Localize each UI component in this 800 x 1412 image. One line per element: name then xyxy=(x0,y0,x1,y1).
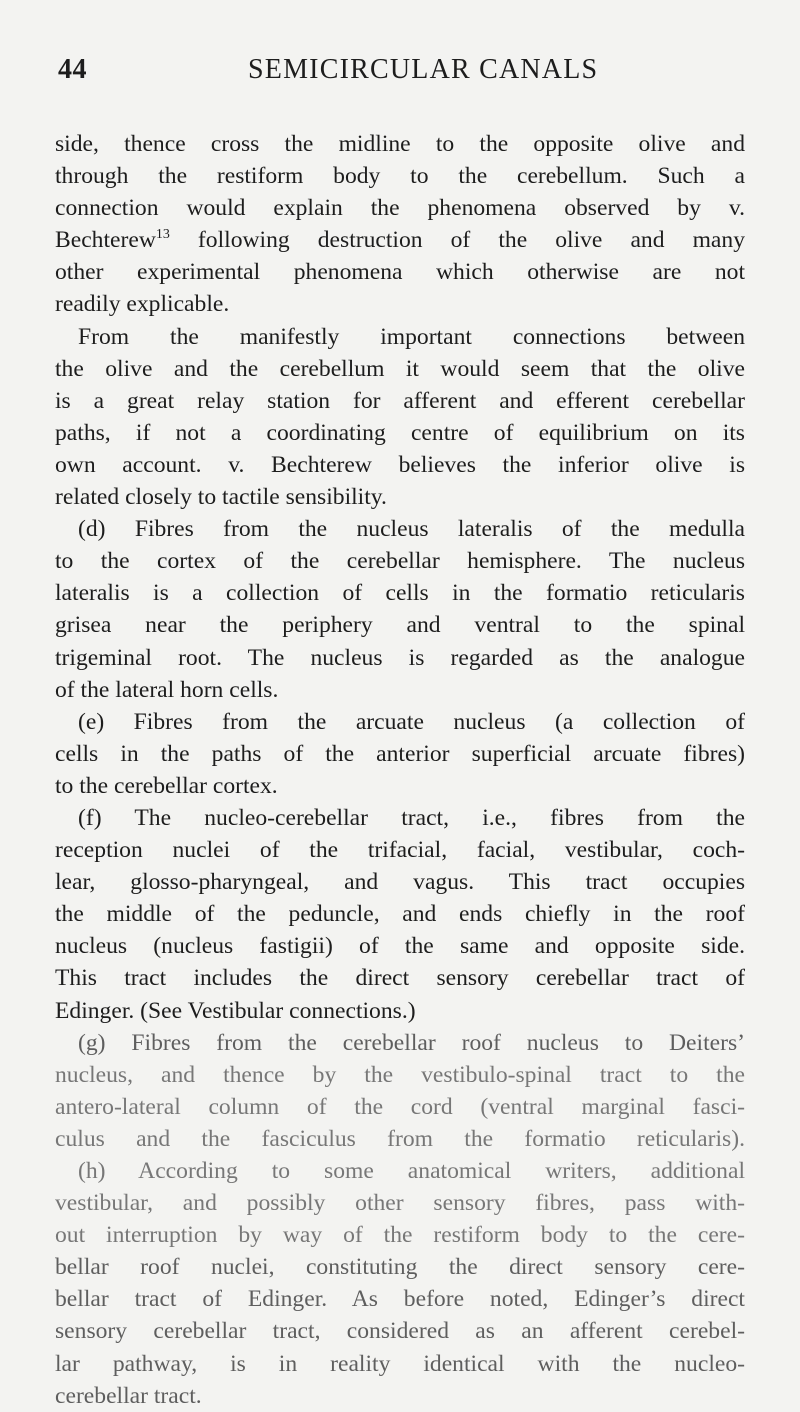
line-text: nucleus (nucleus fastigii) of the same and opposite side. xyxy=(55,933,745,960)
line-text: grisea near the periphery and ventral to the spinal xyxy=(55,612,745,639)
text-line xyxy=(55,1027,745,1059)
text-line xyxy=(55,288,745,320)
text-line xyxy=(55,1123,745,1155)
line-text: the middle of the peduncle, and ends chiefly in the roof xyxy=(55,901,745,928)
line-text: This tract includes the direct sensory cerebellar tract of xyxy=(55,965,745,992)
line-text: to the cerebellar cortex. xyxy=(55,772,278,799)
text-line xyxy=(55,1219,745,1251)
text-line xyxy=(55,224,745,256)
text-line xyxy=(55,1380,745,1412)
line-text: Edinger. (See Vestibular connections.) xyxy=(55,997,416,1024)
text-line xyxy=(55,353,745,385)
text-line xyxy=(55,995,745,1027)
line-text: culus and the fasciculus from the formatio reticularis). xyxy=(55,1125,745,1152)
text-line xyxy=(55,802,745,834)
running-head xyxy=(58,54,748,94)
line-text: vestibular, and possibly other sensory fibres, pass with- xyxy=(55,1190,745,1217)
line-text: readily explicable. xyxy=(55,291,230,318)
line-text: lateralis is a collection of cells in the formatio reticularis xyxy=(55,580,745,607)
text-line xyxy=(55,385,745,417)
line-text: cells in the paths of the anterior superficial arcuate fibres) xyxy=(55,740,745,767)
line-text: out interruption by way of the restiform body to the cere- xyxy=(55,1222,745,1249)
line-text: lar pathway, is in reality identical with the nucleo- xyxy=(55,1350,745,1377)
text-line xyxy=(55,1187,745,1219)
line-text: of the lateral horn cells. xyxy=(55,676,279,703)
line-text: reception nuclei of the trifacial, facial, vestibular, coch- xyxy=(55,837,745,864)
line-text: (d) Fibres from the nucleus lateralis of the medulla xyxy=(78,516,745,543)
text-line xyxy=(55,321,745,353)
text-line xyxy=(55,834,745,866)
line-text: From the manifestly important connections between xyxy=(78,323,745,350)
text-line xyxy=(55,642,745,674)
line-text: bellar tract of Edinger. As before noted, Edinger’s direct xyxy=(55,1286,745,1313)
line-text: trigeminal root. The nucleus is regarded as the analogue xyxy=(55,644,745,671)
text-line xyxy=(55,1059,745,1091)
line-text: cerebellar tract. xyxy=(55,1382,202,1409)
text-line xyxy=(55,674,745,706)
line-text: to the cortex of the cerebellar hemisphere. The nucleus xyxy=(55,548,745,575)
text-line xyxy=(55,1155,745,1187)
text-line xyxy=(55,417,745,449)
line-text: other experimental phenomena which otherwise are not xyxy=(55,259,745,286)
footnote-reference: 13 xyxy=(155,227,170,243)
text-line xyxy=(55,898,745,930)
text-line xyxy=(55,545,745,577)
line-text: the olive and the cerebellum it would seem that the olive xyxy=(55,355,745,382)
text-line xyxy=(55,770,745,802)
line-text: lear, glosso-pharyngeal, and vagus. This tract occupies xyxy=(55,869,745,896)
text-line xyxy=(55,256,745,288)
line-text: nucleus, and thence by the vestibulo-spinal tract to the xyxy=(55,1061,745,1088)
line-text: related closely to tactile sensibility. xyxy=(55,484,387,511)
body-text xyxy=(55,128,745,1412)
running-title: SEMICIRCULAR CANALS xyxy=(248,54,599,85)
line-text: (g) Fibres from the cerebellar roof nucleus to Deiters’ xyxy=(78,1029,745,1056)
text-line xyxy=(55,1251,745,1283)
text-line xyxy=(55,449,745,481)
line-text: connection would explain the phenomena observed by v. xyxy=(55,195,745,222)
line-text: side, thence cross the midline to the opposite olive and xyxy=(55,131,745,157)
line-text: (f) The nucleo-cerebellar tract, i.e., fibres from the xyxy=(78,804,745,831)
text-line xyxy=(55,192,745,224)
page-number: 44 xyxy=(58,54,87,85)
text-line xyxy=(55,706,745,738)
text-line xyxy=(55,930,745,962)
line-text: own account. v. Bechterew believes the inferior olive is xyxy=(55,451,745,478)
line-text: paths, if not a coordinating centre of equilibrium on its xyxy=(55,419,745,446)
line-text-continued: following destruction of the olive and many xyxy=(169,227,745,254)
line-text: sensory cerebellar tract, considered as an afferent cerebel- xyxy=(55,1318,745,1345)
text-line xyxy=(55,962,745,994)
line-text: through the restiform body to the cerebellum. Such a xyxy=(55,163,745,190)
line-text: (e) Fibres from the arcuate nucleus (a collection of xyxy=(78,708,745,735)
text-line xyxy=(55,866,745,898)
text-line xyxy=(55,1315,745,1347)
line-text: antero-lateral column of the cord (ventral marginal fasci- xyxy=(55,1093,745,1120)
text-line xyxy=(55,513,745,545)
text-line xyxy=(55,577,745,609)
text-line xyxy=(55,128,745,160)
text-line xyxy=(55,481,745,513)
line-text: (h) According to some anatomical writers, additional xyxy=(78,1158,745,1184)
text-line xyxy=(55,1283,745,1315)
line-text: Bechterew xyxy=(55,227,156,254)
text-line xyxy=(55,738,745,770)
line-text: is a great relay station for afferent and efferent cerebellar xyxy=(55,387,745,414)
text-line xyxy=(55,1348,745,1380)
text-line xyxy=(55,609,745,641)
text-line xyxy=(55,1091,745,1123)
line-text: bellar roof nuclei, constituting the direct sensory cere- xyxy=(55,1254,745,1281)
text-line xyxy=(55,160,745,192)
